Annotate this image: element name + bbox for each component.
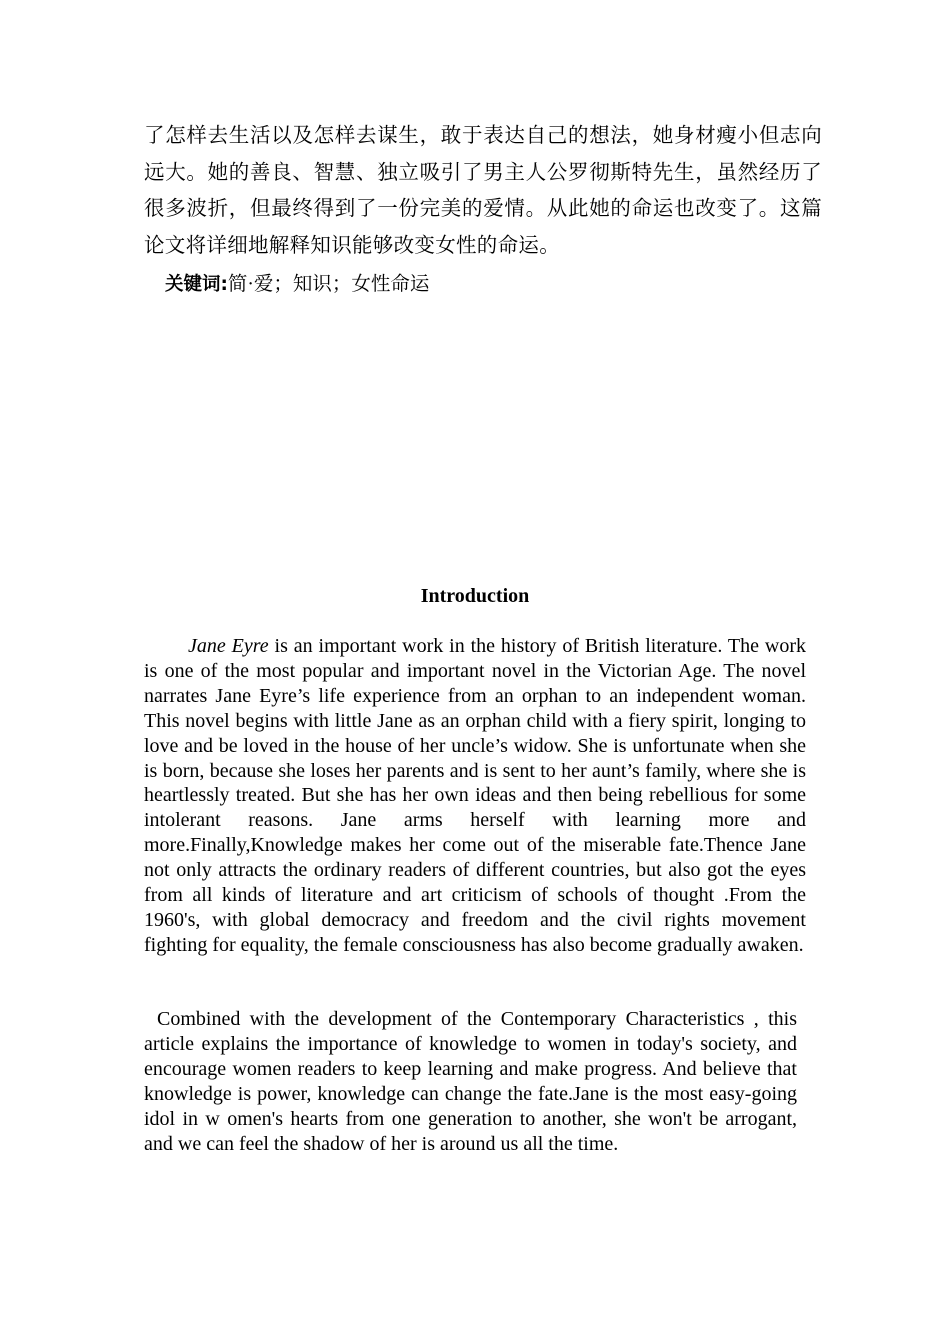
introduction-paragraph-1 [144,634,806,958]
keywords-text: 简·爱；知识；女性命运 [227,274,430,295]
introduction-paragraph-2: Combined with the development of the Contemporary Characteristics , this article explains the importance of knowledge to women in today's society, and encourage women readers to keep learning and make progress. And believe that knowledge is power, knowledge can change the fate.Jane is the most easy-going idol in w omen's hearts from one generation to another, she won't be arrogant, and we can feel the shadow of her is around us all the time. [144,1008,797,1155]
chinese-keywords-line [165,268,429,302]
paragraph-1-text: is an important work in the history of British literature. The work is one of the most popular and important novel in the Victorian Age. The novel narrates Jane Eyre’s life experience from an orphan to an independent woman. This novel begins with little Jane as an orphan child with a fiery spirit, longing to love and be loved in the house of her uncle’s widow. She is unfortunate when she is born, because she loses her parents and is sent to her aunt’s family, where she is heartlessly treated. But she has her own ideas and then being rebellious for some intolerant reasons. Jane arms herself with learning more and more.Finally,Knowledge makes her come out of the miserable fate.Thence Jane not only attracts the ordinary readers of different countries, but also got the eyes from all kinds of literature and art criticism of schools of thought .From the 1960's, with global democracy and freedom and the civil rights movement fighting for equality, the female consciousness has also become gradually awaken. [144,635,807,956]
chinese-abstract-paragraph: 了怎样去生活以及怎样去谋生，敢于表达自己的想法，她身材瘦小但志向远大。她的善良、智慧、独立吸引了男主人公罗彻斯特先生，虽然经历了很多波折，但最终得到了一份完美的爱情。从此她的命运也改变了。这篇论文将详细地解释知识能够改变女性的命运。 [144,125,822,257]
keywords-label: 关键词: [165,274,228,295]
introduction-heading: Introduction [420,585,530,607]
novel-title: Jane Eyre [188,635,269,657]
